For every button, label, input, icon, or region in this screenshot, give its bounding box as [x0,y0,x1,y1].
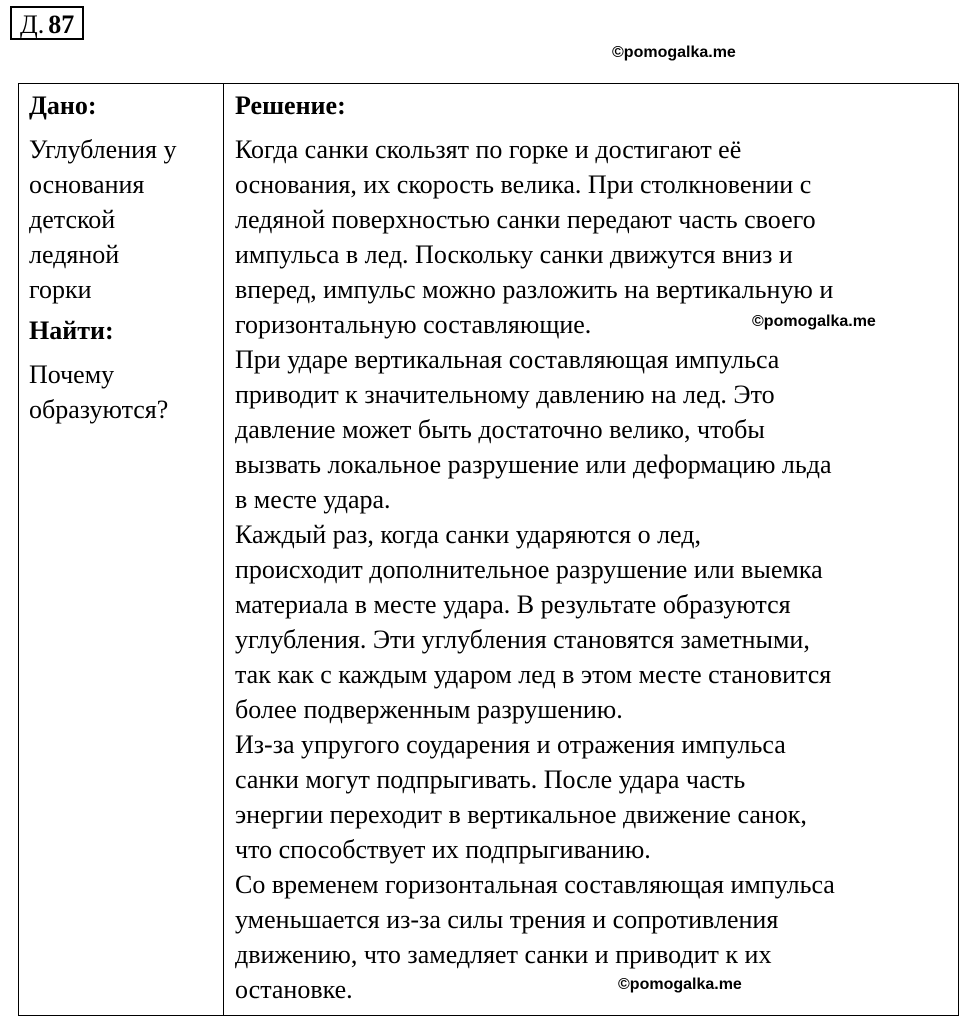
given-text [29,132,219,307]
solution-line: горизонтальную составляющие. [235,310,592,339]
solution-heading: Решение: [235,91,346,120]
solution-line: в месте удара. [235,485,391,514]
find-text [29,357,219,427]
solution-line: При ударе вертикальная составляющая импульса [235,345,780,374]
solution-line: более подверженным разрушению. [235,695,623,724]
find-line: образуются? [29,395,169,424]
column-divider [223,84,224,1015]
solution-text [235,132,955,1007]
task-number: 87 [48,10,75,39]
watermark-bottom: ©pomogalka.me [618,976,742,993]
solution-line: Из-за упругого соударения и отражения импульса [235,730,786,759]
solution-line: происходит дополнительное разрушение или выемка [235,555,823,584]
solution-line: импульса в лед. Поскольку санки движутся вниз и [235,240,793,269]
given-line: Углубления у [29,135,177,164]
solution-line: Когда санки скользят по горке и достигают её [235,135,742,164]
solution-line: давление может быть достаточно велико, чтобы [235,415,765,444]
solution-table [18,83,959,1016]
solution-line: остановке. [235,975,353,1004]
solution-line: энергии переходит в вертикальное движение санок, [235,800,807,829]
task-number-label [10,6,84,40]
given-line: ледяной [29,240,120,269]
solution-line: приводит к значительному давлению на лед. Это [235,380,775,409]
given-line: детской [29,205,116,234]
solution-line: углубления. Эти углубления становятся заметными, [235,625,810,654]
task-prefix: Д. [20,10,45,39]
solution-line: так как с каждым ударом лед в этом месте становится [235,660,832,689]
solution-line: основания, их скорость велика. При столкновении с [235,170,812,199]
solution-line: ледяной поверхностью санки передают часть своего [235,205,816,234]
given-heading: Дано: [29,91,97,120]
solution-line: уменьшается из-за силы трения и сопротивления [235,905,779,934]
find-heading: Найти: [29,316,114,345]
given-line: горки [29,275,92,304]
find-line: Почему [29,360,115,389]
given-line: основания [29,170,145,199]
solution-line: санки могут подпрыгивать. После удара часть [235,765,746,794]
solution-line: что способствует их подпрыгиванию. [235,835,651,864]
solution-line: Каждый раз, когда санки ударяются о лед, [235,520,701,549]
solution-line: вперед, импульс можно разложить на вертикальную и [235,275,834,304]
given-column [29,88,219,427]
solution-line: материала в месте удара. В результате образуются [235,590,791,619]
watermark-middle: ©pomogalka.me [752,313,876,330]
solution-line: Со временем горизонтальная составляющая импульса [235,870,835,899]
watermark-top: ©pomogalka.me [612,44,736,61]
solution-line: движению, что замедляет санки и приводит к их [235,940,772,969]
solution-line: вызвать локальное разрушение или деформацию льда [235,450,832,479]
solution-column [235,88,955,1007]
